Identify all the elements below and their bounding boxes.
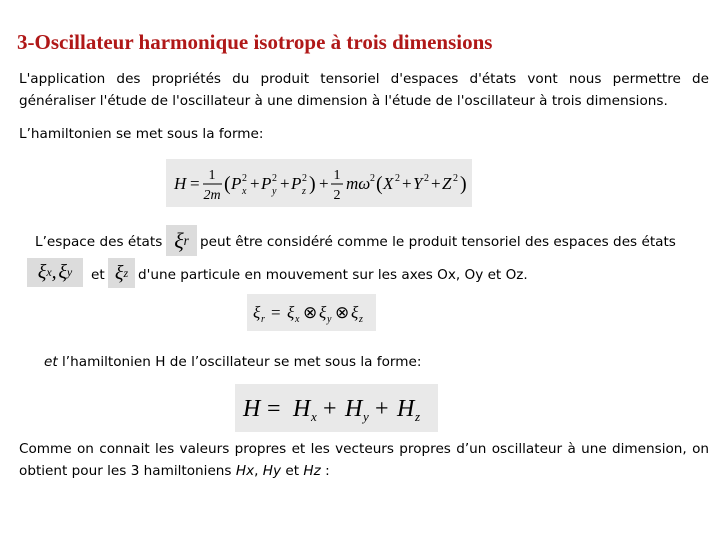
conclusion-comma: , (254, 463, 263, 479)
eq2-equals: = (271, 303, 281, 322)
eq-py-sq: 2 (272, 173, 277, 184)
eq-equals: = (190, 174, 200, 193)
eq-h: H (174, 174, 187, 193)
eq-x-sq: 2 (395, 173, 400, 184)
eq2-xi-y-sub: y (327, 314, 332, 325)
space-line-et: et (91, 267, 105, 283)
eq3-h: H (243, 396, 261, 422)
eq2-xi-y: ξ (319, 303, 327, 322)
eq3-plus2: + (375, 396, 389, 422)
conclusion-hy: Hy (262, 463, 282, 479)
eq-lparen2: ( (376, 173, 383, 195)
eq-frac1-num: 1 (208, 168, 216, 183)
eq-plus2: + (280, 174, 290, 193)
eq-plus1: + (250, 174, 260, 193)
conclusion-et: et (281, 463, 304, 479)
eq-frac2-den: 2 (333, 188, 341, 203)
eq2-xi-r-sub: r (261, 314, 265, 325)
eq2-xi-z: ξ (351, 303, 359, 322)
hamiltonian-intro: L’hamiltonien se met sous la forme: (19, 126, 264, 142)
eq2-xi-x-sub: x (295, 314, 300, 325)
eq3-hy: H (345, 396, 363, 422)
eq2-xi-r: ξ (253, 303, 261, 322)
eq-plus5: + (431, 174, 441, 193)
eq-omega-sq: 2 (370, 173, 375, 184)
eq-pz-sq: 2 (302, 173, 307, 184)
eq2-xi-z-sub: z (359, 314, 363, 325)
eq-y: Y (413, 174, 423, 193)
space-line-rest: d'une particule en mouvement sur les axes Ox, Oy et Oz. (138, 267, 528, 283)
eq-pz-sub: z (302, 186, 306, 197)
conclusion-hz: Hz (303, 463, 321, 479)
xi-x-xi-y-symbol: ξ x , ξ y (27, 258, 83, 287)
intro-paragraph: L'application des propriétés du produit tensoriel d'espaces d'états vont nous permettre de généraliser l'étude de l'oscillateur à une dimension à l'étude de l'oscillateur à trois dimensions. (19, 71, 709, 109)
hamiltonian-sum-equation (235, 384, 438, 432)
xi-z-symbol: ξ z (108, 258, 135, 288)
space-line-part1: L’espace des états (35, 234, 163, 250)
eq-y-sq: 2 (424, 173, 429, 184)
eq3-hz-sub: z (415, 409, 421, 424)
section-title: 3-Oscillateur harmonique isotrope à trois dimensions (17, 30, 493, 54)
eq-px-sub: x (242, 186, 247, 197)
eq-lparen1: ( (224, 173, 231, 195)
hamiltonian-osc-intro-rest: l’hamiltonien H de l’oscillateur se met sous la forme: (62, 354, 422, 370)
eq-plus3: + (319, 174, 329, 193)
hamiltonian-equation (166, 159, 472, 207)
eq3-hx-sub: x (311, 409, 317, 424)
eq-rparen1: ) (309, 173, 316, 195)
hamiltonian-osc-intro-et: et (44, 354, 58, 370)
eq3-equals: = (267, 396, 281, 422)
conclusion-paragraph (19, 438, 709, 482)
eq-plus4: + (402, 174, 412, 193)
eq3-plus1: + (323, 396, 337, 422)
eq3-hy-sub: y (363, 409, 369, 424)
space-line-part2: peut être considéré comme le produit tensoriel des espaces des états (200, 234, 676, 250)
eq-rparen2: ) (460, 173, 467, 195)
eq2-xi-x: ξ (287, 303, 295, 322)
eq-px: P (231, 174, 242, 193)
eq-m-omega: mω (346, 174, 371, 193)
eq-z-sq: 2 (453, 173, 458, 184)
eq-py: P (261, 174, 272, 193)
eq-frac2-num: 1 (333, 168, 341, 183)
eq-z: Z (442, 174, 452, 193)
eq3-hx: H (293, 396, 311, 422)
eq-px-sq: 2 (242, 173, 247, 184)
eq-py-sub: y (272, 186, 277, 197)
eq-frac1-den: 2m (203, 188, 221, 203)
eq3-hz: H (397, 396, 415, 422)
eq2-otimes1: ⊗ (303, 303, 318, 322)
hamiltonian-osc-intro (44, 352, 421, 372)
eq-x: X (383, 174, 394, 193)
xi-r-symbol: ξ r (166, 225, 197, 256)
tensor-product-equation (247, 294, 376, 331)
conclusion-hx: Hx (235, 463, 255, 479)
eq-pz: P (291, 174, 302, 193)
conclusion-text: Comme on connait les valeurs propres et les vecteurs propres d’un oscillateur à une dimension, on obtient pour les 3 hamiltoniens (19, 441, 709, 479)
conclusion-end: : (320, 463, 330, 479)
eq2-otimes2: ⊗ (335, 303, 350, 322)
